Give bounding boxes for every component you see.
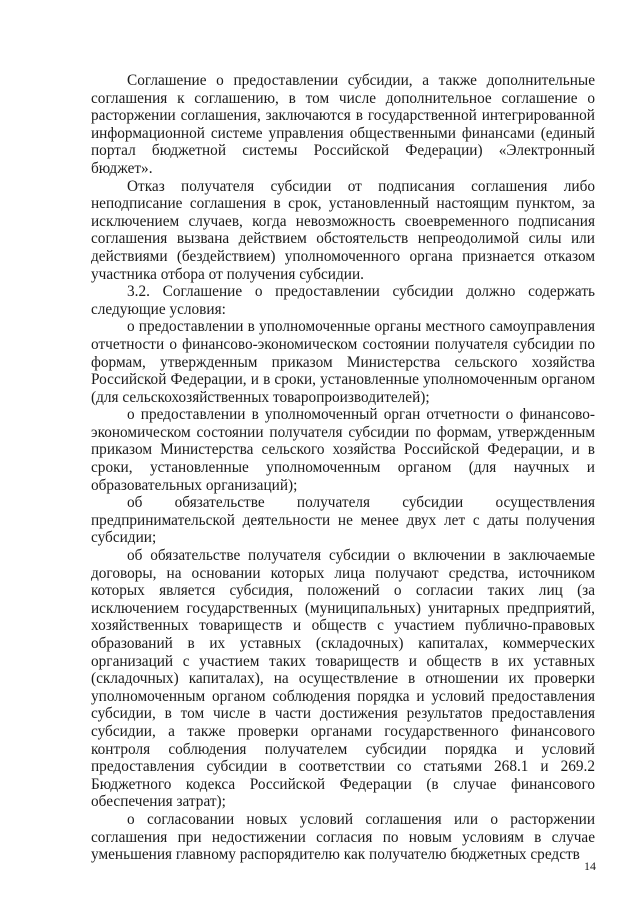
paragraph-agreement-conclusion: Соглашение о предоставлении субсидии, а также дополнительные соглашения к соглашению, в том числе дополнительное соглашение о расторжении соглашения, заключаются в государственной интегрированной информационной системе управления общественными финансами (единый портал бюджетной системы Российской Федерации) «Электронный бюджет». xyxy=(91,72,595,177)
paragraph-condition-contracts: об обязательстве получателя субсидии о включении в заключаемые договоры, на основании которых лица получают средства, источником которых является субсидия, положений о согласии таких лиц (за исключением государственных (муниципальных) унитарных предприятий, хозяйственных товариществ и обществ с участием публично-правовых образований в их уставных (складочных) капиталах, коммерческих организаций с участием таких товариществ и обществ в их уставных (складочных) капиталах), на осуществление в отношении их проверки уполномоченным органом соблюдения порядка и условий предоставления субсидии, в том числе в части достижения результатов предоставления субсидии, а также проверки органами государственного финансового контроля соблюдения получателем субсидии порядка и условий предоставления субсидии в соответствии со статьями 268.1 и 269.2 Бюджетного кодекса Российской Федерации (в случае финансового обеспечения затрат); xyxy=(91,547,595,811)
document-body xyxy=(91,72,595,864)
page-number: 14 xyxy=(584,859,596,873)
paragraph-condition-reporting-science: о предоставлении в уполномоченный орган отчетности о финансово-экономическом состоянии получателя субсидии по формам, утвержденным приказом Министерства сельского хозяйства Российской Федерации, и в сроки, установленные уполномоченным органом (для научных и образовательных организаций); xyxy=(91,406,595,494)
paragraph-condition-new-terms: о согласовании новых условий соглашения или о расторжении соглашения при недостижении согласия по новым условиям в случае уменьшения главному распорядителю как получателю бюджетных средств xyxy=(91,810,595,864)
paragraph-condition-business-activity: об обязательстве получателя субсидии осуществления предпринимательской деятельности не менее двух лет с даты получения субсидии; xyxy=(91,494,595,547)
paragraph-refusal: Отказ получателя субсидии от подписания соглашения либо неподписание соглашения в срок, установленный настоящим пунктом, за исключением случаев, когда невозможность своевременного подписания соглашения вызвана действием обстоятельств непреодолимой силы или действиями (бездействием) уполномоченного органа признается отказом участника отбора от получения субсидии. xyxy=(91,177,595,283)
paragraph-section-3-2: 3.2. Соглашение о предоставлении субсидии должно содержать следующие условия: xyxy=(91,283,595,318)
paragraph-condition-reporting-agri: о предоставлении в уполномоченные органы местного самоуправления отчетности о финансово-экономическом состоянии получателя субсидии по формам, утвержденным приказом Министерства сельского хозяйства Российской Федерации, и в сроки, установленные уполномоченным органом (для сельскохозяйственных товаропроизводителей); xyxy=(91,318,595,406)
